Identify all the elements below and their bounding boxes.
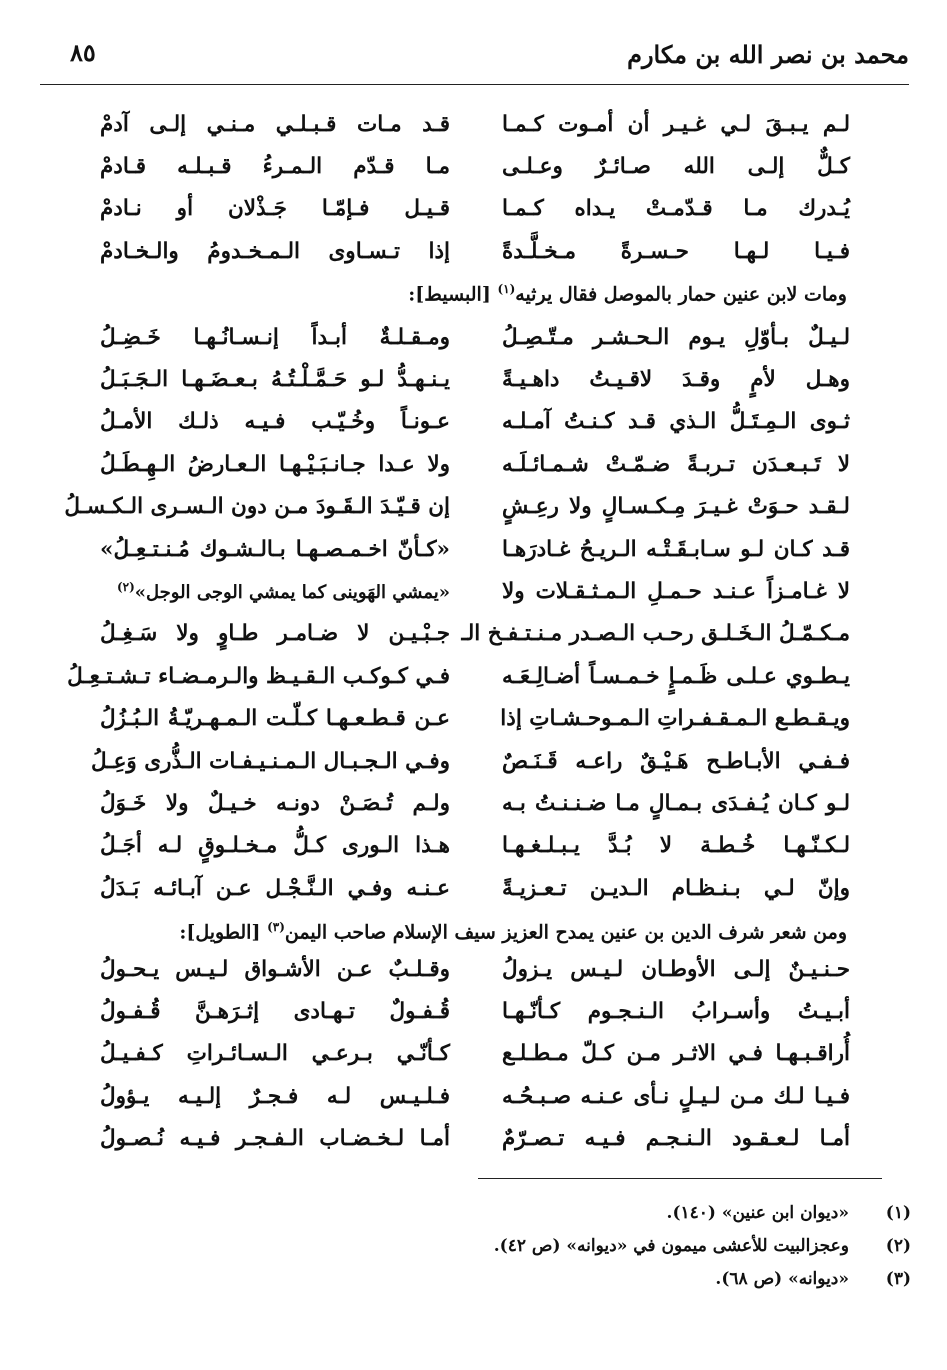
poem-2 bbox=[64, 316, 850, 909]
verse-second-hemistich: أمـا لـخـضـاب الـفـجـر فـيـه نُـصـولُ bbox=[100, 1126, 450, 1152]
verse-second-hemistich: فـلـيـس لـه فـجـرٌ إلـيـه يـؤولُ bbox=[100, 1083, 450, 1109]
verse bbox=[100, 698, 850, 740]
footnote-separator bbox=[478, 1178, 882, 1179]
verse-first-hemistich: لـو كـان يُـفـدَى بـمـالٍ مـا ضـنـنـتُ بـه bbox=[502, 790, 850, 816]
verse bbox=[100, 358, 850, 400]
page-number: ٨٥ bbox=[70, 38, 96, 67]
verse bbox=[91, 740, 850, 782]
verse-second-hemistich: يـنـهـدُّ لـو حَـمَّـلْـتُـهُ بـعـضَـهـا الـجَـبَـلُ bbox=[100, 367, 450, 393]
meter-label: [البسيط]: bbox=[408, 283, 491, 306]
verse-first-hemistich: حـنـيـنٌ إلـى الأوطـان لـيـس يـزولُ bbox=[502, 956, 850, 982]
verse-first-hemistich: ثـوى الـمِـتَـلُّ الـذي قـد كـنـتُ آمـلـه bbox=[502, 409, 850, 435]
verse-first-hemistich: أُراقـبـهـا فـي الاثـر مـن كـلّ مـطـلـع bbox=[502, 1041, 850, 1067]
verse-first-hemistich: لـقـد حـوَتْ غـيـرَ مِـكـسـالٍ ولا رعِـشٍ bbox=[502, 494, 850, 520]
verse bbox=[100, 145, 850, 187]
verse-first-hemistich: لـكـنّـهـا خُـطـة لا بُـدَّ يـبـلـغـهـا bbox=[502, 833, 850, 859]
verse bbox=[100, 825, 850, 867]
footnotes bbox=[151, 1196, 911, 1295]
footnote-ref: (١) bbox=[497, 282, 516, 296]
verse-first-hemistich: مـكـمّـلُ الـخَـلـق رحـب الـصـدر مـنـتـفـخ الـ bbox=[461, 621, 850, 647]
verse-second-hemistich: كـأنّـي بـرعـي الـسـائـراتِ كـفـيـلُ bbox=[100, 1041, 450, 1067]
footnote-text: وعجزالبيت للأعشى ميمون في «ديوانه» (ص ٤٢). bbox=[493, 1235, 849, 1256]
verse-second-hemistich: قُـفـولٌ تـهـادى إثـرَهـنَّ قُـفـولُ bbox=[100, 999, 450, 1025]
verse bbox=[100, 188, 850, 230]
verse-first-hemistich: ويـقـطـع الـمـقـفـراتِ الـمـوحـشـاتِ إذا bbox=[500, 706, 850, 732]
verse bbox=[100, 528, 850, 570]
verse-second-hemistich: جـبْـيـن لا ضـامـر طـاوٍ ولا سَـغِـلُ bbox=[100, 621, 450, 647]
verse-second-hemistich: قـد مـات قـبـلـي مـنـي إلـى آدمْ bbox=[100, 111, 450, 137]
verse-first-hemistich: لـم يـبـقَ لـي غـيـر أن أمـوت كـمـا bbox=[502, 111, 850, 137]
verse-first-hemistich: فـيـا لـك مـن لـيـلٍ نـأى عـنـه صـبـحُـه bbox=[502, 1083, 850, 1109]
verse-second-hemistich: «كـأنّ اخـمـصـهـا بـالـشـوك مُـنـتـعِـلُ» bbox=[100, 536, 450, 562]
prose-intro-1 bbox=[408, 282, 847, 305]
verse-first-hemistich: أمـا لـعـقـود الـنـجـم فـيـه تـصـرّمٌ bbox=[502, 1126, 850, 1152]
verse-second-hemistich: ولا عـدا جـانـبَـيْـهـا الـعـارضُ الـهِـطَـلُ bbox=[100, 451, 450, 477]
verse bbox=[100, 1033, 850, 1075]
verse-first-hemistich: كـلٌّ إلـى الله صـائـرٌ وعـلـى bbox=[502, 154, 850, 180]
verse-first-hemistich: وهـل لأمٍ وقـدَ لاقـيـتُ داهـيـةً bbox=[502, 367, 850, 393]
verse bbox=[100, 401, 850, 443]
verse-second-hemistich: عـنـه وفـي الـنَّـجْـل عـن آبـائـه بَـدَلُ bbox=[100, 875, 450, 901]
verse-first-hemistich: يُـدرك مـا قـدّمـتْ يـداه كـمـا bbox=[502, 196, 850, 222]
verse-second-hemistich: فـي كـوكـب الـقـيـظ والـرمـضـاء تـشـتـعِـلُ bbox=[67, 663, 450, 689]
verse bbox=[100, 613, 850, 655]
verse bbox=[100, 867, 850, 909]
footnote bbox=[151, 1229, 911, 1262]
verse bbox=[100, 443, 850, 485]
verse bbox=[100, 230, 850, 272]
verse-second-hemistich: قـيـل فـإمّـا جَـذْلان أو نـادمْ bbox=[100, 196, 450, 222]
verse bbox=[100, 948, 850, 990]
verse bbox=[64, 486, 850, 528]
verse-first-hemistich: يـطـوي عـلـى ظَـمـإٍ خـمـسـاً أضـالِـعَـه bbox=[502, 663, 850, 689]
verse bbox=[100, 570, 850, 612]
verse bbox=[67, 655, 850, 697]
poem-1 bbox=[100, 103, 850, 273]
verse bbox=[100, 1118, 850, 1160]
verse-second-hemistich: إذا تـسـاوى الـمـخـدومُ والـخـادمْ bbox=[100, 238, 450, 264]
verse-second-hemistich: عـن قـطـعـهـا كـلّـت الـمـهـريّـةُ الـبُـزُلُ bbox=[100, 706, 450, 732]
prose-intro-2 bbox=[179, 920, 847, 943]
intro-text: ومن شعر شرف الدين بن عنين يمدح العزيز سيف الإسلام صاحب اليمن bbox=[284, 921, 847, 944]
running-title: محمد بن نصر الله بن مكارم bbox=[627, 40, 909, 69]
verse-first-hemistich: قـد كـان لـو سـابـقَـتْـه الـريـحُ غـادرَهـا bbox=[502, 536, 850, 562]
footnote-number: (٢) bbox=[885, 1235, 911, 1256]
verse bbox=[100, 316, 850, 358]
verse-first-hemistich: لا غـامـزاً عـنـد حـمـلِ الـمـثـقـلات ولا bbox=[502, 579, 850, 605]
verse-second-hemistich: هـذا الـورى كـلُّ مـخـلـوقٍ لـه أجَـلُ bbox=[100, 833, 450, 859]
verse-first-hemistich: أبـيـتُ وأسـرابُ الـنـجـوم كـأنّـهـا bbox=[502, 999, 850, 1025]
verse-second-hemistich: وقـلـبٌ عـن الأشـواق لـيـس يـحـولُ bbox=[100, 956, 450, 982]
footnote-ref: (٣) bbox=[267, 920, 285, 934]
footnote-ref: (٢) bbox=[116, 580, 135, 595]
quoted-hemistich: «يمشي الهَوينى كما يمشي الوجى الوجل» bbox=[134, 582, 450, 604]
verse-first-hemistich: وإنّ لـي بـنـظـام الـديـن تـعـزيـةً bbox=[502, 875, 850, 901]
verse bbox=[100, 1075, 850, 1117]
verse-second-hemistich: وفـي الـجـبـال الـمـنـيـفـات الـذُّرى وَعِـلُ bbox=[91, 748, 450, 774]
footnote bbox=[151, 1196, 911, 1229]
verse bbox=[100, 782, 850, 824]
footnote-text: «ديوانه» (ص ٦٨). bbox=[715, 1268, 849, 1289]
footnote bbox=[151, 1262, 911, 1295]
verse-second-hemistich: إن قـيّـدَ الـقَـودَ مـن دون الـسـرى الـكـسـلُ bbox=[64, 494, 450, 520]
verse-first-hemistich: فـيـا لـهـا حـسـرةً مـخـلَّـدةً bbox=[502, 238, 850, 264]
footnote-number: (١) bbox=[885, 1202, 911, 1223]
footnote-number: (٣) bbox=[885, 1268, 911, 1289]
verse-second-hemistich: عـونـاً وخُـيّـب فـيـه ذلـك الأمـلُ bbox=[100, 409, 450, 435]
verse-first-hemistich: فـفـي الأبـاطـح هَـيْـقٌ راعـه قَـنَـصٌ bbox=[502, 748, 850, 774]
footnote-text: «ديوان ابن عنين» (١٤٠). bbox=[666, 1202, 849, 1223]
poem-3 bbox=[100, 948, 850, 1160]
verse bbox=[100, 103, 850, 145]
verse-first-hemistich: لا تَـبـعـدَن تـربـةً ضـمّـتْ شـمـائـلَـه bbox=[502, 451, 850, 477]
meter-label: [الطويل]: bbox=[179, 921, 261, 944]
verse-second-hemistich: ولـم تُـصَـنْ دونـه خـيـلٌ ولا خَـوَلُ bbox=[100, 790, 450, 816]
verse-second-hemistich: مـا قـدّم الـمـرءُ قـبـلـه قـادمْ bbox=[100, 154, 450, 180]
intro-text: ومات لابن عنين حمار بالموصل فقال يرثيه bbox=[515, 283, 847, 306]
page-header bbox=[40, 28, 909, 85]
verse-first-hemistich: لـيـلٌ بـأوّلِ يـوم الـحـشـر مـتّـصِـلُ bbox=[502, 324, 850, 350]
verse-second-hemistich bbox=[100, 580, 450, 603]
verse-second-hemistich: ومـقـلـةٌ أبـداً إنـسـانُـهـا خَـضِـلُ bbox=[100, 324, 450, 350]
verse bbox=[100, 990, 850, 1032]
